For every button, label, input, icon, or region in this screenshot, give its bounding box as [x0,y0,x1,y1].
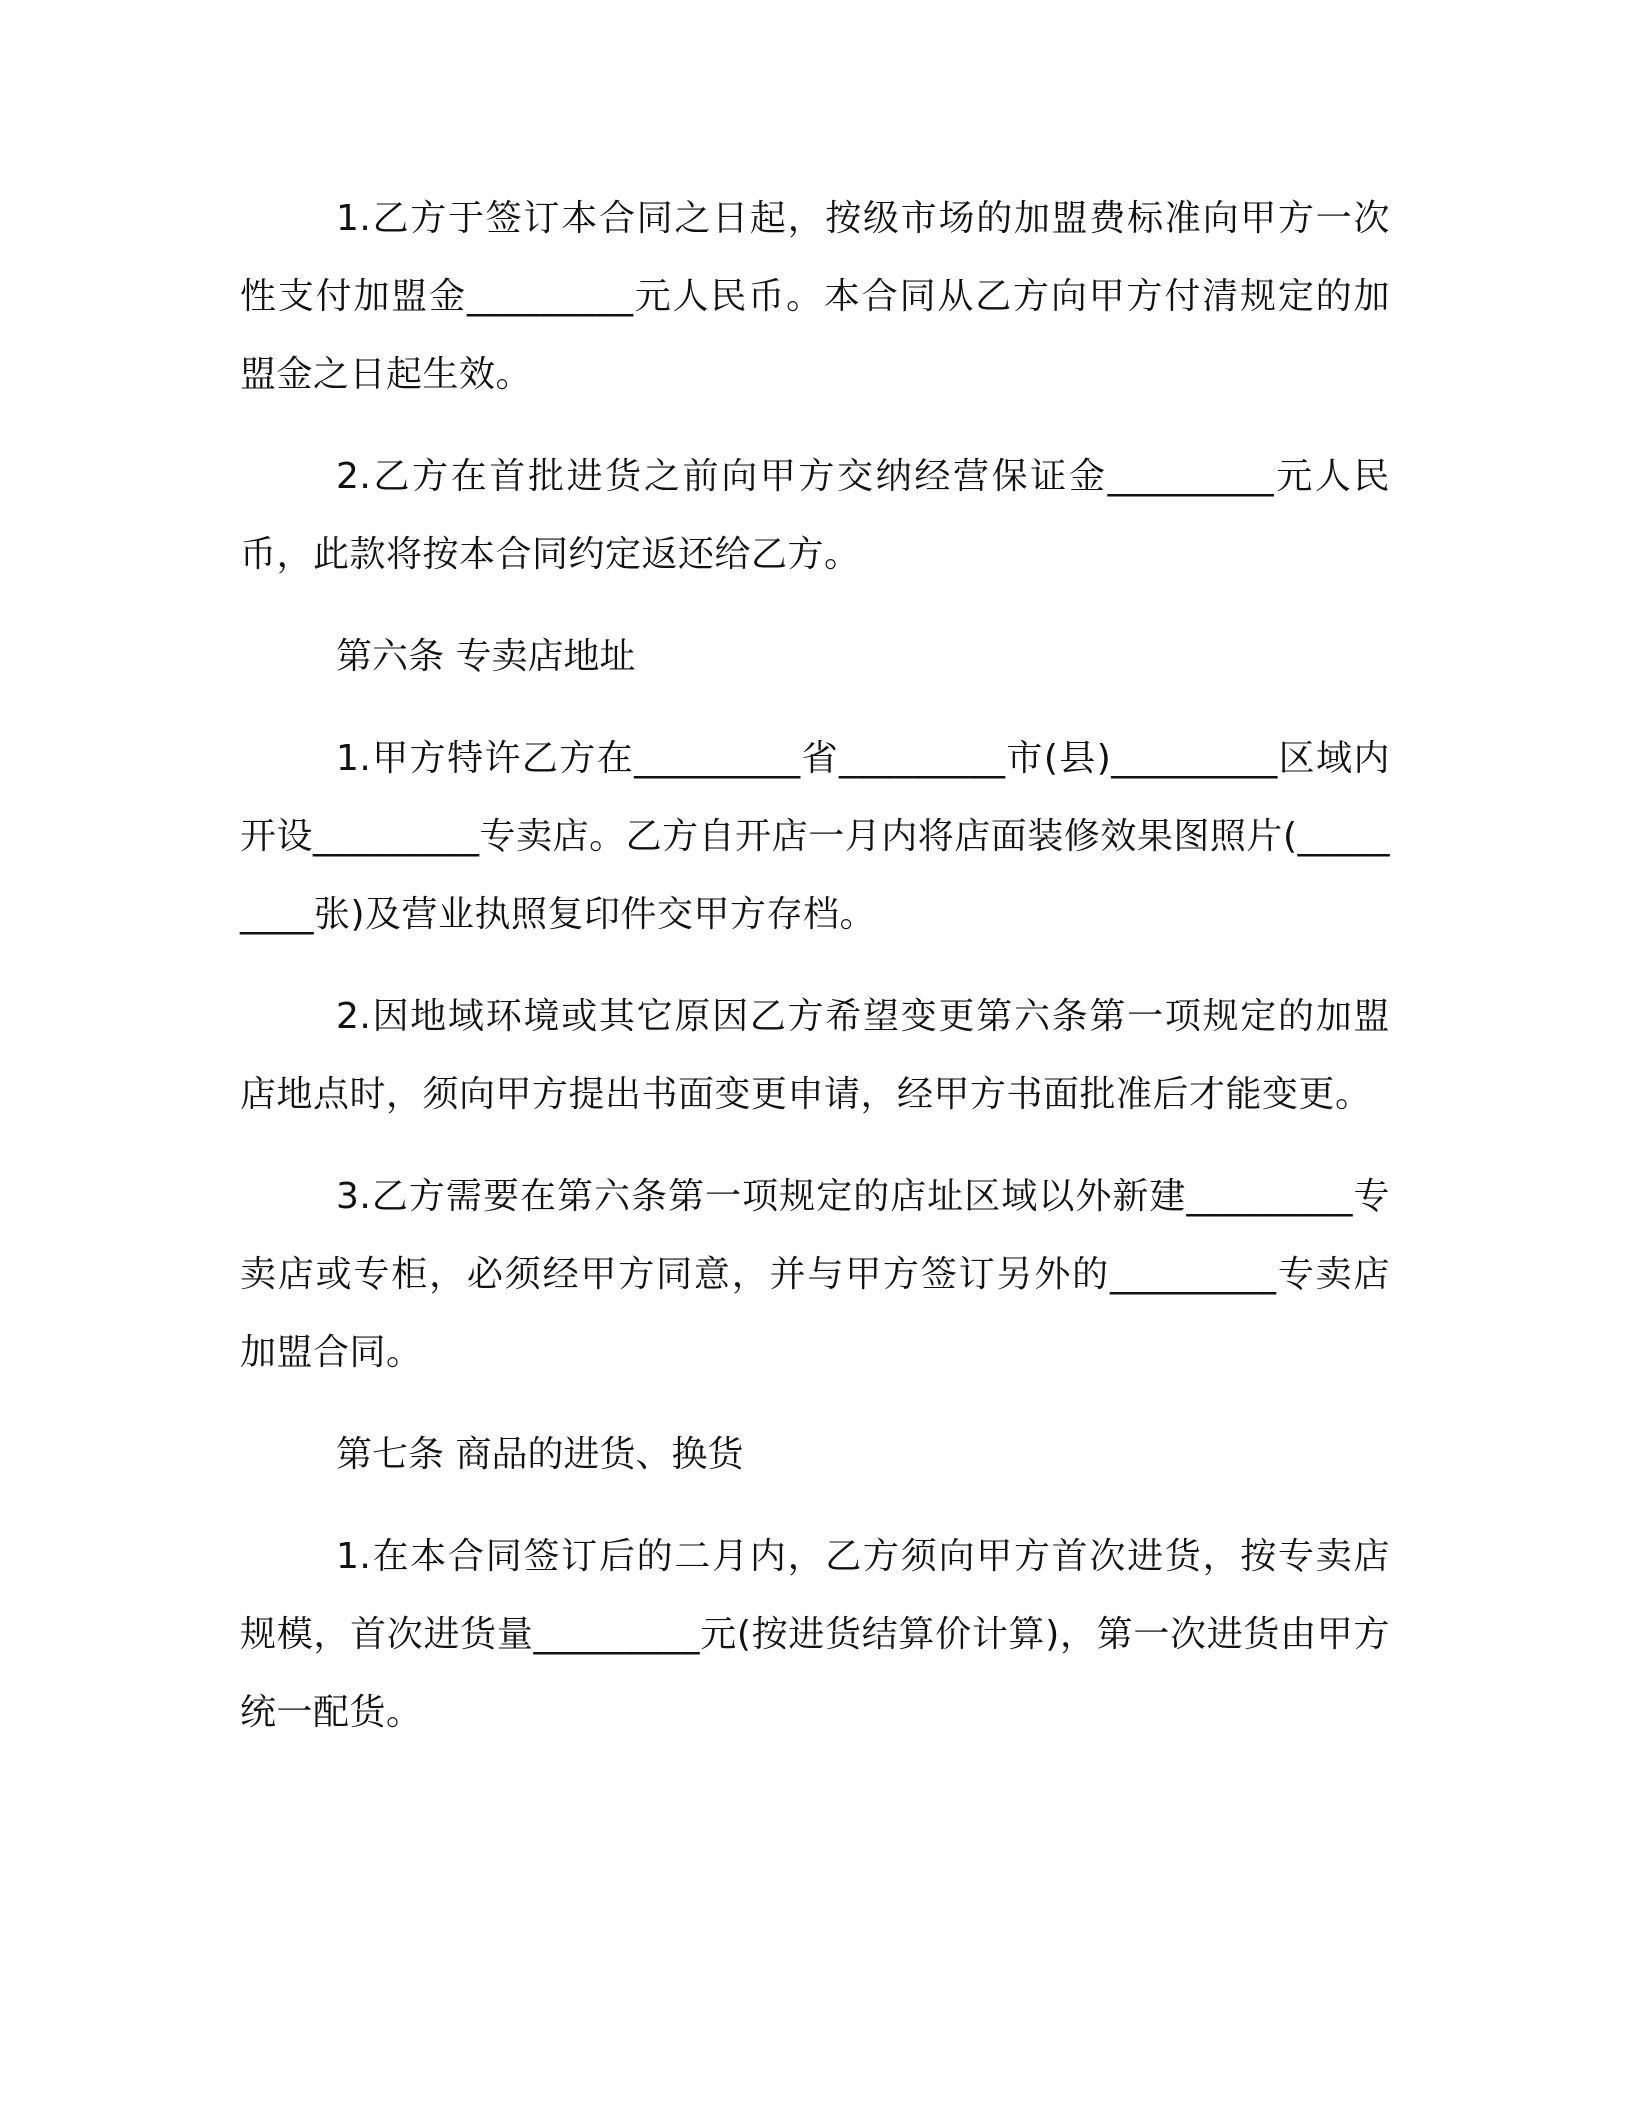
clause-6-item-1: 1.甲方特许乙方在_________省_________市(县)_________区域内开设_________专卖店。乙方自开店一月内将店面装修效果图照片(_________张)及营业执照复印件交甲方存档。 [240,738,1390,935]
document-page [240,180,1390,1776]
clause-6-item-3: 3.乙方需要在第六条第一项规定的店址区域以外新建_________专卖店或专柜，必须经甲方同意，并与甲方签订另外的_________专卖店加盟合同。 [240,1176,1390,1373]
clause-5-item-1: 1.乙方于签订本合同之日起，按级市场的加盟费标准向甲方一次性支付加盟金_________元人民币。本合同从乙方向甲方付清规定的加盟金之日起生效。 [240,198,1390,395]
article-7-heading: 第七条 商品的进货、换货 [336,1434,744,1475]
clause-5-item-2: 2.乙方在首批进货之前向甲方交纳经营保证金_________元人民币，此款将按本合同约定返还给乙方。 [240,456,1390,575]
clause-6-item-2: 2.因地域环境或其它原因乙方希望变更第六条第一项规定的加盟店地点时，须向甲方提出书面变更申请，经甲方书面批准后才能变更。 [240,996,1390,1115]
article-6-heading: 第六条 专卖店地址 [336,636,636,677]
clause-7-item-1: 1.在本合同签订后的二月内，乙方须向甲方首次进货，按专卖店规模，首次进货量_________元(按进货结算价计算)，第一次进货由甲方统一配货。 [240,1536,1390,1733]
